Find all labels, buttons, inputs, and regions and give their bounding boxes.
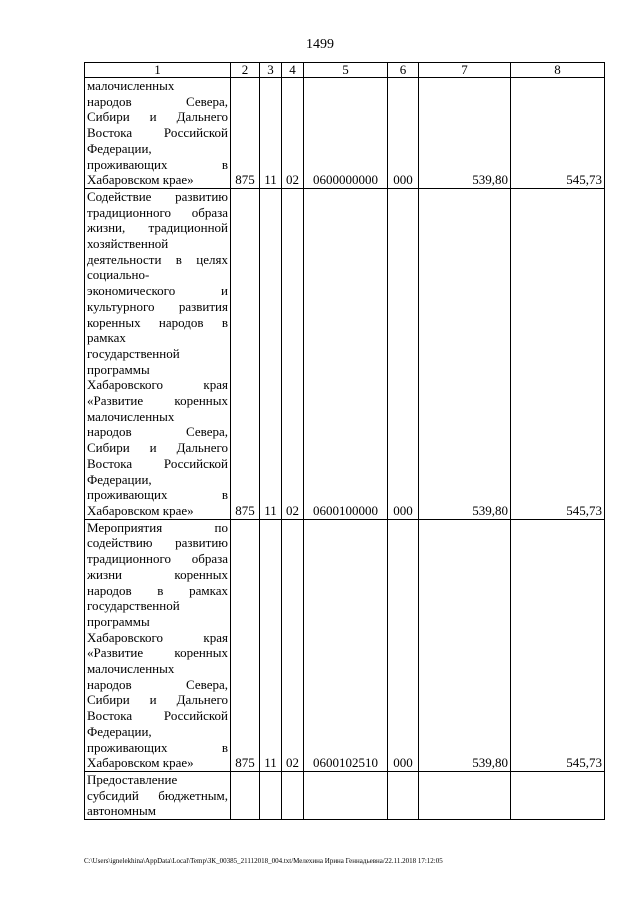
header-col-5: 5 — [304, 63, 388, 78]
description-line: жизни коренных — [87, 566, 228, 582]
header-col-7: 7 — [419, 63, 511, 78]
row-description — [85, 771, 231, 819]
page-number: 1499 — [306, 37, 334, 52]
description-line: деятельности в целях — [87, 251, 228, 267]
description-line: Хабаровском крае» — [87, 755, 194, 771]
header-col-6: 6 — [388, 63, 419, 78]
description-line: экономического и — [87, 283, 228, 299]
header-col-1: 1 — [85, 63, 231, 78]
header-col-3: 3 — [260, 63, 282, 78]
description-line: народов Севера, — [87, 676, 228, 692]
description-line: малочисленных — [87, 661, 175, 677]
table-row — [85, 78, 605, 189]
description-line: проживающих в — [87, 739, 228, 755]
header-col-2: 2 — [231, 63, 260, 78]
subsection-code: 02 — [282, 78, 304, 189]
description-line: социально- — [87, 267, 150, 283]
target-article-code: 0600100000 — [304, 188, 388, 519]
description-line: хозяйственной — [87, 236, 169, 252]
description-line: государственной — [87, 598, 180, 614]
expense-type-code: 000 — [388, 188, 419, 519]
description-line: программы — [87, 613, 150, 629]
description-line: проживающих в — [87, 487, 228, 503]
ministry-code: 875 — [231, 78, 260, 189]
description-line: народов Севера, — [87, 424, 228, 440]
row-description — [85, 188, 231, 519]
description-line: Сибири и Дальнего — [87, 692, 228, 708]
target-article-code — [304, 771, 388, 819]
description-line: Федерации, — [87, 140, 152, 156]
ministry-code — [231, 771, 260, 819]
table-row — [85, 771, 605, 819]
amount-year-2: 545,73 — [511, 188, 605, 519]
subsection-code: 02 — [282, 519, 304, 771]
description-line: рамках — [87, 330, 126, 346]
section-code — [260, 771, 282, 819]
row-description — [85, 78, 231, 189]
description-line: Хабаровском крае» — [87, 172, 194, 188]
description-line: автономным — [87, 803, 156, 819]
subsection-code: 02 — [282, 188, 304, 519]
description-line: Федерации, — [87, 723, 152, 739]
amount-year-2 — [511, 771, 605, 819]
expense-type-code — [388, 771, 419, 819]
amount-year-2: 545,73 — [511, 519, 605, 771]
description-line: субсидий бюджетным, — [87, 787, 228, 803]
description-line: «Развитие коренных — [87, 645, 228, 661]
description-line: содействию развитию — [87, 535, 228, 551]
description-line: Хабаровском крае» — [87, 502, 194, 518]
amount-year-1: 539,80 — [419, 188, 511, 519]
header-row — [85, 63, 605, 78]
table-body — [85, 78, 605, 820]
subsection-code — [282, 771, 304, 819]
target-article-code: 0600102510 — [304, 519, 388, 771]
description-line: Востока Российской — [87, 125, 228, 141]
header-col-8: 8 — [511, 63, 605, 78]
description-line: жизни, традиционной — [87, 220, 228, 236]
description-line: народов Севера, — [87, 93, 228, 109]
section-code: 11 — [260, 188, 282, 519]
expense-type-code: 000 — [388, 519, 419, 771]
description-line: Востока Российской — [87, 708, 228, 724]
table-row — [85, 519, 605, 771]
description-line: государственной — [87, 345, 180, 361]
expense-type-code: 000 — [388, 78, 419, 189]
description-line: культурного развития — [87, 298, 228, 314]
description-line: Содействие развитию — [87, 188, 228, 204]
amount-year-1: 539,80 — [419, 519, 511, 771]
amount-year-1 — [419, 771, 511, 819]
header-col-4: 4 — [282, 63, 304, 78]
description-line: традиционного образа — [87, 551, 228, 567]
description-line: народов в рамках — [87, 582, 228, 598]
description-line: малочисленных — [87, 408, 175, 424]
description-line: Предоставление — [87, 771, 178, 787]
ministry-code: 875 — [231, 519, 260, 771]
ministry-code: 875 — [231, 188, 260, 519]
description-line: Сибири и Дальнего — [87, 440, 228, 456]
description-line: традиционного образа — [87, 204, 228, 220]
amount-year-1: 539,80 — [419, 78, 511, 189]
description-line: Хабаровского края — [87, 629, 228, 645]
description-line: Федерации, — [87, 471, 152, 487]
section-code: 11 — [260, 78, 282, 189]
description-line: коренных народов в — [87, 314, 228, 330]
description-line: Мероприятия по — [87, 519, 228, 535]
description-line: Востока Российской — [87, 455, 228, 471]
section-code: 11 — [260, 519, 282, 771]
file-path-footer: C:\Users\ignelekhina\AppData\Local\Temp\ЗК_00385_21112018_004.txt/Мелехина Ирина Геннадьевна/22.11.2018 17:12:05 — [84, 857, 443, 865]
description-line: программы — [87, 361, 150, 377]
budget-table — [84, 62, 605, 820]
description-line: Сибири и Дальнего — [87, 109, 228, 125]
description-line: «Развитие коренных — [87, 393, 228, 409]
amount-year-2: 545,73 — [511, 78, 605, 189]
table-row — [85, 188, 605, 519]
description-line: малочисленных — [87, 78, 175, 93]
description-line: Хабаровского края — [87, 377, 228, 393]
row-description — [85, 519, 231, 771]
description-line: проживающих в — [87, 156, 228, 172]
target-article-code: 0600000000 — [304, 78, 388, 189]
